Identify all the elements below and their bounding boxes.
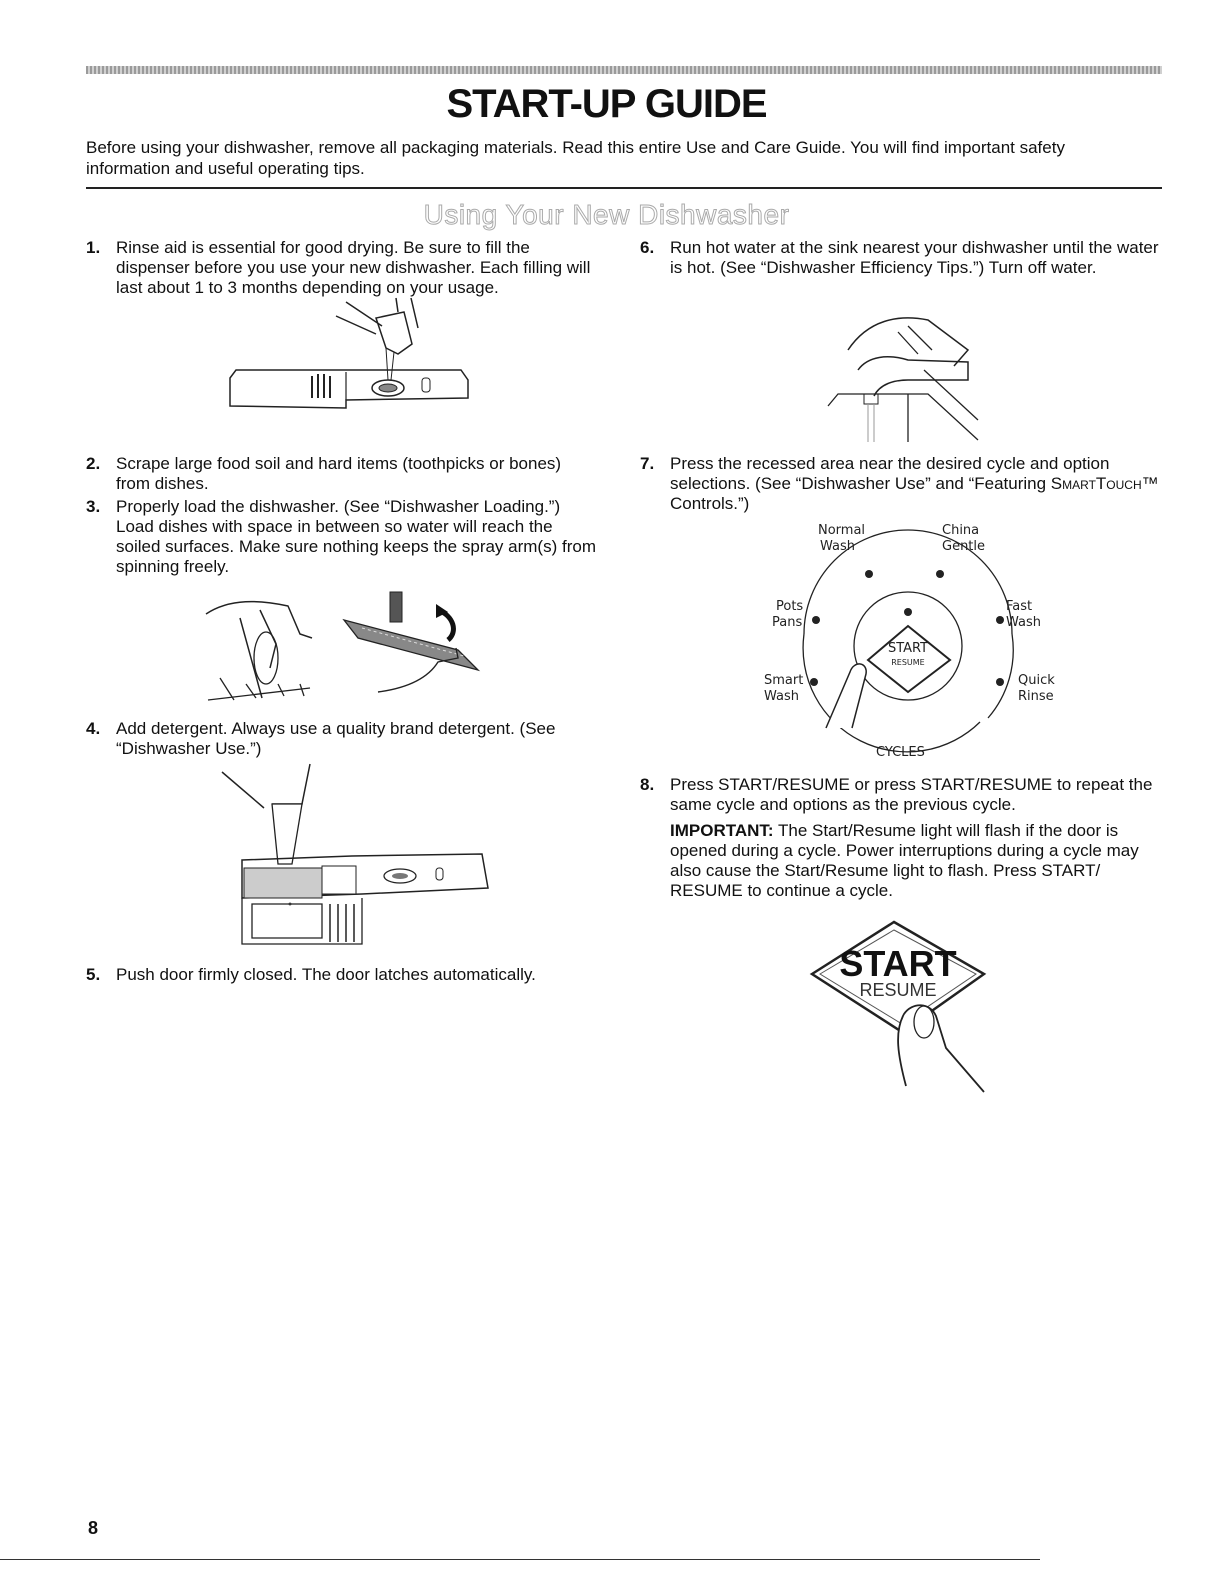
step-number: 7. xyxy=(640,454,655,473)
dish-loading-illustration xyxy=(200,588,320,704)
dial-label-fast: Fast xyxy=(1006,599,1033,614)
faucet-illustration xyxy=(828,310,988,450)
step-2 xyxy=(86,454,596,494)
rinse-aid-dispenser-illustration xyxy=(226,298,476,426)
big-resume-label: RESUME xyxy=(859,980,937,1000)
page-title: START-UP GUIDE xyxy=(446,82,767,126)
start-resume-button-illustration xyxy=(806,916,996,1092)
step-5 xyxy=(86,965,596,985)
step-4 xyxy=(86,719,596,759)
dial-label-china: China xyxy=(942,523,980,538)
dial-resume-label: RESUME xyxy=(891,658,925,667)
step-text: Run hot water at the sink nearest your dishwasher until the water is hot. (See “Dishwasher Efficiency Tips.”) Turn off water. xyxy=(670,238,1159,277)
page-number: 8 xyxy=(88,1518,99,1538)
step-text: Press START/RESUME or press START/RESUME to repeat the same cycle and options as the previous cycle. xyxy=(670,775,1153,814)
step-1 xyxy=(86,238,596,298)
step-text: Properly load the dishwasher. (See “Dishwasher Loading.”) Load dishes with space in between so water will reach the soiled surfaces. Make sure nothing keeps the spray arm(s) from spinning freely. xyxy=(116,497,596,576)
step-3 xyxy=(86,497,596,577)
important-note: IMPORTANT: The Start/Resume light will flash if the door is opened during a cycle. Power interruptions during a cycle may also cause the Start/Resume light to flash. Press START/ RESUME to continue a cycle. xyxy=(670,821,1139,900)
dial-label-pots: Pots xyxy=(776,599,804,614)
dial-label-smart-2: Wash xyxy=(764,689,800,704)
step-number: 2. xyxy=(86,454,101,473)
dial-start-label: START xyxy=(887,641,929,656)
step-text: Push door firmly closed. The door latches automatically. xyxy=(116,965,536,984)
step-number: 5. xyxy=(86,965,101,984)
step-6 xyxy=(640,238,1160,278)
cycle-dial-illustration xyxy=(756,522,1056,762)
dial-label-pots-2: Pans xyxy=(772,615,803,630)
step-number: 4. xyxy=(86,719,101,738)
step-number: 1. xyxy=(86,238,101,257)
section-title: Using Your New Dishwasher xyxy=(423,199,790,230)
dial-label-quick-2: Rinse xyxy=(1018,689,1054,704)
intro-text: Before using your dishwasher, remove all packaging materials. Read this entire Use and Care Guide. You will find important safety information and useful operating tips. xyxy=(86,138,1065,178)
big-start-label: START xyxy=(839,943,957,984)
footer-line xyxy=(0,1559,1040,1560)
dial-label-normal-2: Wash xyxy=(820,539,856,554)
divider xyxy=(86,187,1162,189)
dial-label-fast-2: Wash xyxy=(1006,615,1042,630)
spray-arm-illustration xyxy=(338,588,488,700)
detergent-illustration xyxy=(222,764,492,950)
step-number: 8. xyxy=(640,775,655,794)
header-bar xyxy=(86,66,1162,74)
step-7 xyxy=(640,454,1160,514)
step-number: 3. xyxy=(86,497,101,516)
step-text: Press the recessed area near the desired cycle and option selections. (See “Dishwasher Use” and “Featuring SmartTouch™ Controls.”) xyxy=(670,454,1159,513)
step-text: Rinse aid is essential for good drying. Be sure to fill the dispenser before you use your new dishwasher. Each filling will last about 1 to 3 months depending on your usage. xyxy=(116,238,591,297)
dial-label-china-2: Gentle xyxy=(942,539,986,554)
step-text: Add detergent. Always use a quality brand detergent. (See “Dishwasher Use.”) xyxy=(116,719,556,758)
dial-label-normal: Normal xyxy=(818,523,866,538)
dial-label-cycles: CYCLES xyxy=(876,745,925,760)
step-8 xyxy=(640,775,1170,901)
step-text: Scrape large food soil and hard items (toothpicks or bones) from dishes. xyxy=(116,454,562,493)
dial-label-smart: Smart xyxy=(764,673,804,688)
dial-label-quick: Quick xyxy=(1018,673,1055,688)
step-number: 6. xyxy=(640,238,655,257)
